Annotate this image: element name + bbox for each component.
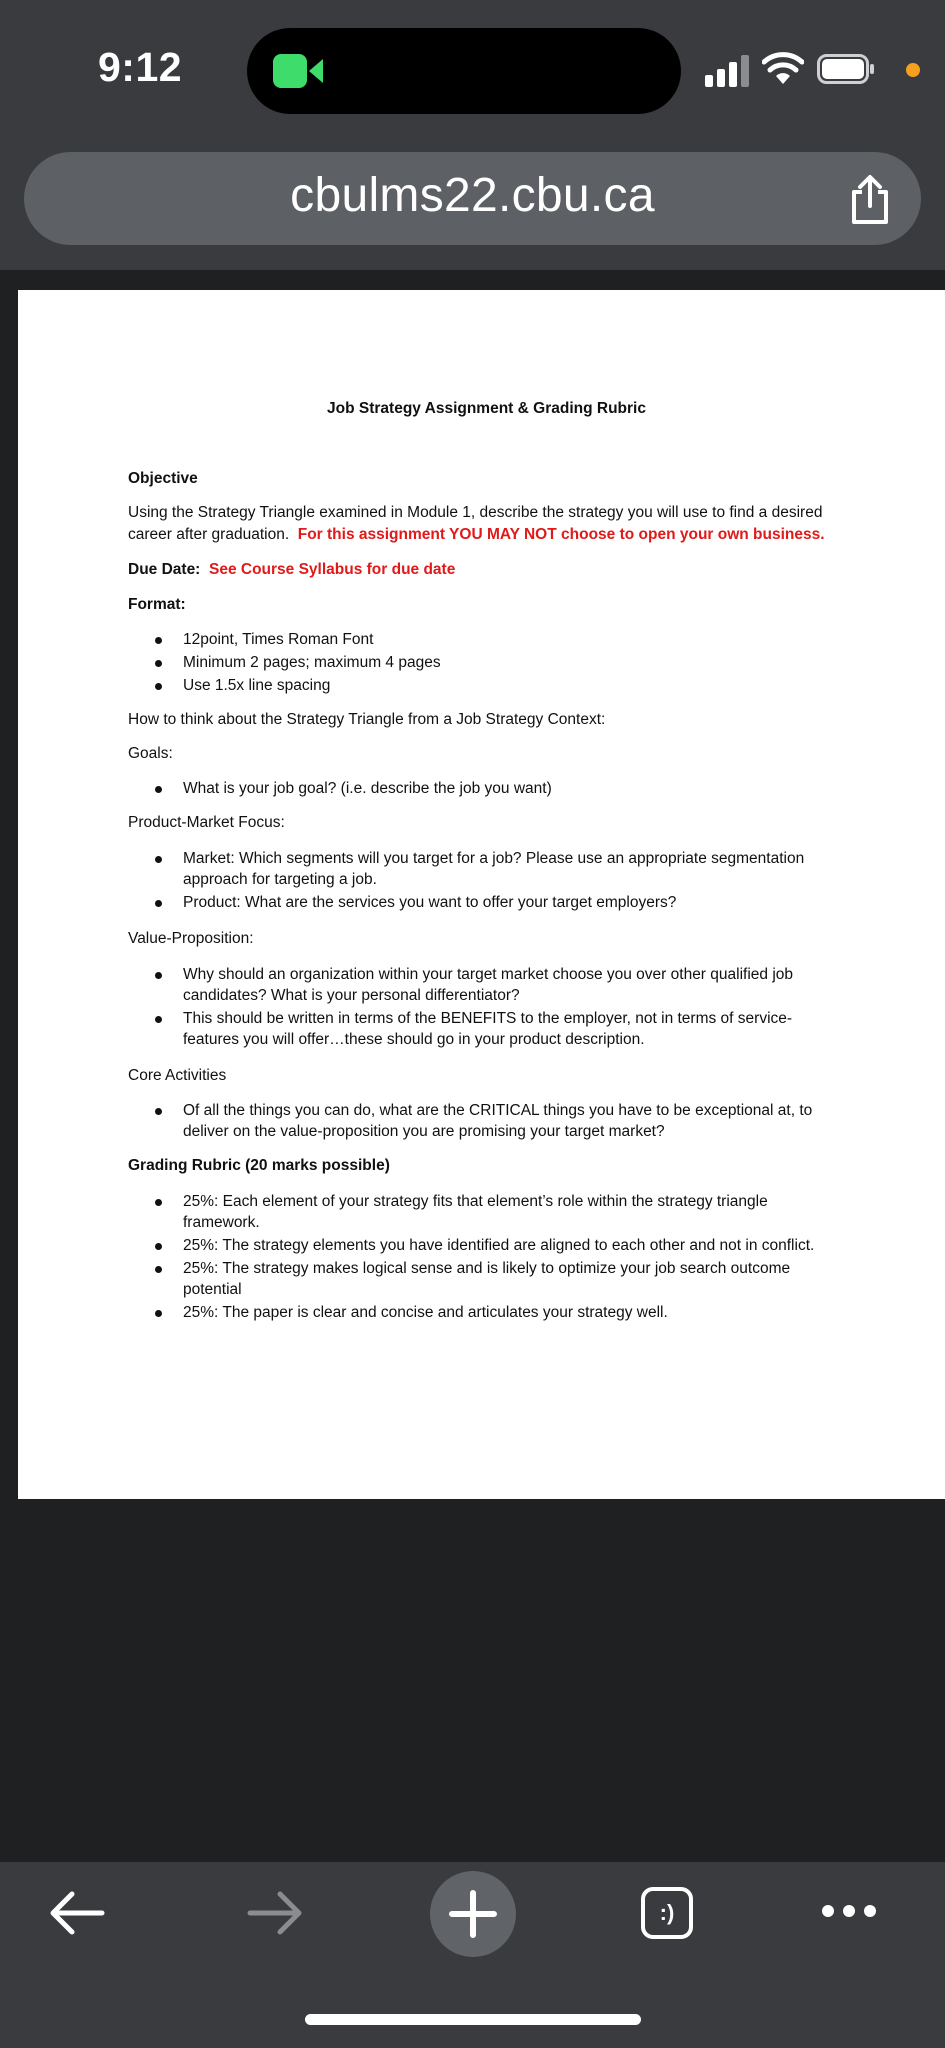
due-date-value: See Course Syllabus for due date [208,561,456,578]
plus-icon [430,1871,516,1957]
dynamic-island [247,28,681,114]
core-activities-list [155,1100,845,1144]
goals-heading: Goals: [128,745,173,762]
context-intro: How to think about the Strategy Triangle from a Job Strategy Context: [128,711,606,728]
grading-rubric-heading: Grading Rubric (20 marks possible) [128,1157,390,1174]
list-item: Use 1.5x line spacing [155,675,845,696]
list-item: Why should an organization within your target market choose you over other qualified job candidates? What is your personal differentiator? [155,964,845,1006]
list-item: Minimum 2 pages; maximum 4 pages [155,652,845,673]
list-item: 25%: Each element of your strategy fits that element’s role within the strategy triangle framework. [155,1191,845,1233]
more-icon[interactable] [822,1904,885,1922]
objective-text: Using the Strategy Triangle examined in Module 1, describe the strategy you will use to find a desired career after graduation. [128,504,823,543]
list-item: Of all the things you can do, what are the CRITICAL things you have to be exceptional at, to deliver on the value-proposition you are promising your target market? [155,1100,845,1142]
list-item: 25%: The strategy makes logical sense and is likely to optimize your job search outcome potential [155,1258,845,1300]
list-item: This should be written in terms of the BENEFITS to the employer, not in terms of service-features you will offer…these should go in your product description. [155,1008,845,1050]
value-proposition-heading: Value-Proposition: [128,930,254,947]
product-market-list [155,848,845,915]
forward-arrow-icon[interactable] [246,1890,304,1936]
product-market-heading: Product-Market Focus: [128,814,285,831]
list-item: 12point, Times Roman Font [155,629,845,650]
list-item: Product: What are the services you want to offer your target employers? [155,892,845,913]
tabs-icon[interactable]: :) [641,1887,693,1939]
list-item: 25%: The strategy elements you have identified are aligned to each other and not in conflict. [155,1235,845,1256]
grading-rubric-list [155,1191,845,1325]
document-page [18,290,945,1499]
due-date-label: Due Date: [128,561,201,578]
battery-icon [817,54,875,84]
list-item: 25%: The paper is clear and concise and articulates your strategy well. [155,1302,845,1323]
wifi-icon [762,50,804,84]
list-item: Market: Which segments will you target for a job? Please use an appropriate segmentation approach for targeting a job. [155,848,845,890]
new-tab-button[interactable] [430,1871,516,1957]
facetime-camera-icon [273,54,323,88]
top-bar [0,0,945,270]
url-text[interactable]: cbulms22.cbu.ca [290,169,655,222]
core-activities-heading: Core Activities [128,1067,227,1084]
value-proposition-list [155,964,845,1052]
recording-indicator [906,63,920,77]
address-bar[interactable] [24,152,921,245]
goals-list [155,778,845,801]
format-heading: Format: [128,596,186,613]
objective-heading: Objective [128,470,198,487]
objective-warning: For this assignment YOU MAY NOT choose to open your own business. [297,526,825,543]
due-date-line [128,559,848,581]
home-indicator[interactable] [305,2014,641,2025]
document-title: Job Strategy Assignment & Grading Rubric [327,400,646,417]
back-arrow-icon[interactable] [48,1890,106,1936]
share-icon[interactable] [844,174,896,226]
status-time: 9:12 [98,44,183,90]
list-item: What is your job goal? (i.e. describe the job you want) [155,778,845,799]
cellular-signal-icon [705,55,751,87]
objective-paragraph [128,502,848,546]
format-list [155,629,845,698]
